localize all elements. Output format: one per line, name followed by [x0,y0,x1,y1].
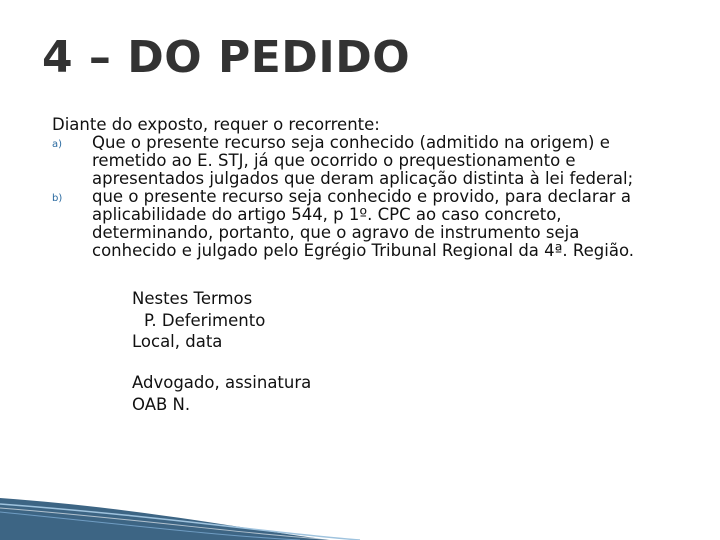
list-item-line: que o presente recurso seja conhecido e provido, para declarar a [92,187,631,206]
list-item-b [52,188,692,260]
signature-block [132,372,311,415]
closing-line: P. Deferimento [144,310,266,330]
list-item-a [52,134,692,188]
list-item-line: aplicabilidade do artigo 544, p 1º. CPC ao caso concreto, [92,205,562,224]
signature-line: OAB N. [132,394,191,414]
list-marker-b: b) [52,193,63,204]
body-text [52,116,692,260]
list-marker-a: a) [52,139,63,150]
list-item-line: remetido ao E. STJ, já que ocorrido o prequestionamento e [92,151,576,170]
intro-text: Diante do exposto, requer o recorrente: [52,115,380,134]
signature-line: Advogado, assinatura [132,373,312,392]
list-item-line: determinando, portanto, que o agravo de instrumento seja [92,223,580,242]
list-item-line: conhecido e julgado pelo Egrégio Tribunal Regional da 4ª. Região. [92,241,635,260]
list-item-line: apresentados julgados que deram aplicação distinta à lei federal; [92,169,634,188]
closing-line: Nestes Termos [132,289,253,308]
list-item-line: Que o presente recurso seja conhecido (admitido na origem) e [92,133,610,152]
closing-line: Local, data [132,332,223,351]
slide-title: 4 – DO PEDIDO [42,32,411,83]
closing-block [132,288,265,353]
decorative-wave [0,450,720,540]
